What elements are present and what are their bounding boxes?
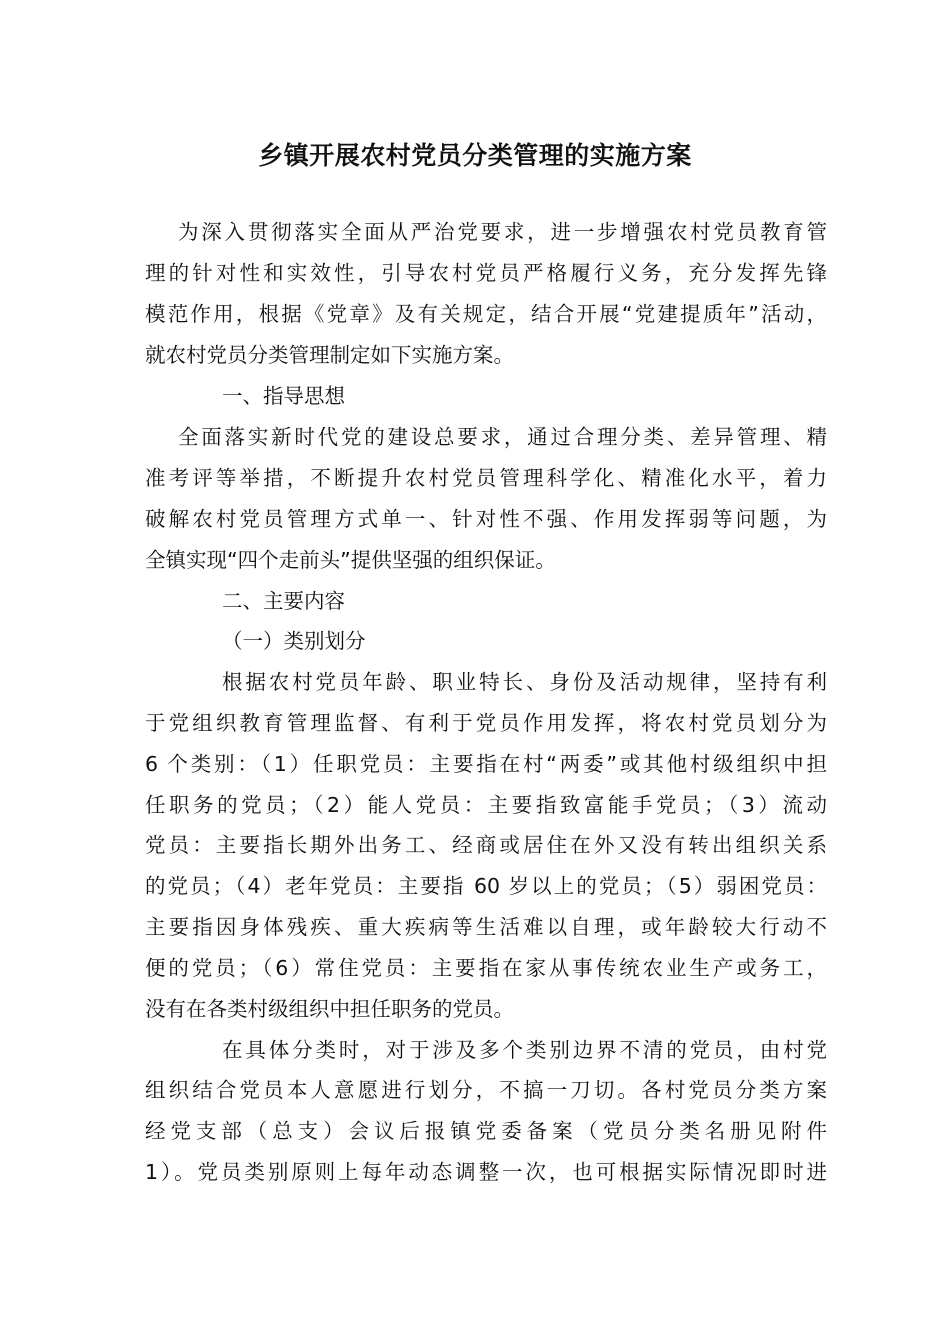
text-line: 于党组织教育管理监督、有利于党员作用发挥，将农村党员划分为 bbox=[145, 711, 827, 735]
text-line: 没有在各类村级组织中担任职务的党员。 bbox=[145, 997, 514, 1021]
text-line: 便的党员；（6）常住党员：主要指在家从事传统农业生产或务工， bbox=[145, 956, 827, 980]
text-line: 根据农村党员年龄、职业特长、身份及活动规律，坚持有利 bbox=[222, 670, 827, 694]
section-heading: 二、主要内容 bbox=[222, 589, 345, 613]
text-line: 任职务的党员；（2）能人党员：主要指致富能手党员；（3）流动 bbox=[145, 793, 827, 817]
text-line: 在具体分类时，对于涉及多个类别边界不清的党员，由村党 bbox=[222, 1038, 827, 1062]
text-line: 模范作用，根据《党章》及有关规定，结合开展“党建提质年”活动， bbox=[145, 302, 827, 326]
text-line: 理的针对性和实效性，引导农村党员严格履行义务，充分发挥先锋 bbox=[145, 261, 827, 285]
text-line: 6 个类别：（1）任职党员：主要指在村“两委”或其他村级组织中担 bbox=[145, 752, 827, 776]
text-line: 就农村党员分类管理制定如下实施方案。 bbox=[145, 343, 514, 367]
text-line: 主要指因身体残疾、重大疾病等生活难以自理，或年龄较大行动不 bbox=[145, 915, 827, 939]
text-line: 全面落实新时代党的建设总要求，通过合理分类、差异管理、精 bbox=[178, 425, 827, 449]
text-line: 的党员；（4）老年党员：主要指 60 岁以上的党员；（5）弱困党员： bbox=[145, 874, 827, 898]
text-line: 为深入贯彻落实全面从严治党要求，进一步增强农村党员教育管 bbox=[178, 220, 827, 244]
text-line: 准考评等举措，不断提升农村党员管理科学化、精准化水平，着力 bbox=[145, 466, 827, 490]
text-line: 破解农村党员管理方式单一、针对性不强、作用发挥弱等问题，为 bbox=[145, 507, 827, 531]
section-heading: 一、指导思想 bbox=[222, 384, 345, 408]
text-line: 组织结合党员本人意愿进行划分，不搞一刀切。各村党员分类方案 bbox=[145, 1078, 827, 1102]
text-line: 经党支部（总支）会议后报镇党委备案（党员分类名册见附件 bbox=[145, 1119, 827, 1143]
text-line: 全镇实现“四个走前头”提供坚强的组织保证。 bbox=[145, 548, 556, 572]
text-line: 党员：主要指长期外出务工、经商或居住在外又没有转出组织关系 bbox=[145, 833, 827, 857]
text-line: 1）。党员类别原则上每年动态调整一次，也可根据实际情况即时进 bbox=[145, 1160, 827, 1184]
document-title: 乡镇开展农村党员分类管理的实施方案 bbox=[258, 141, 692, 170]
subsection-heading: （一）类别划分 bbox=[222, 629, 366, 653]
